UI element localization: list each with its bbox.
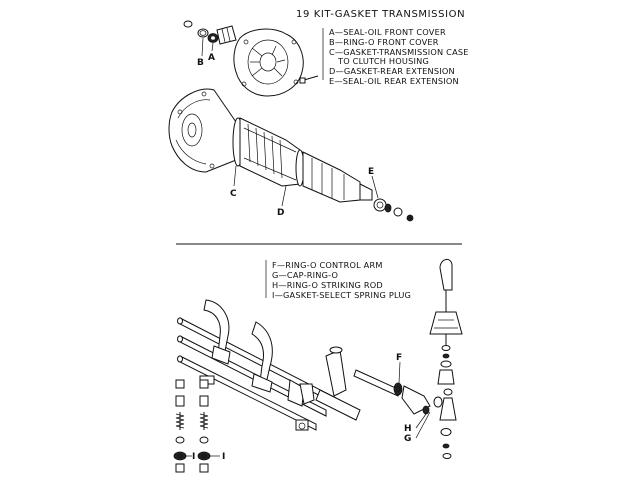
callout-a: A — [208, 53, 215, 63]
legend-bottom — [266, 260, 411, 300]
legend-item-h: H—RING-O STRIKING ROD — [272, 280, 383, 290]
callout-c: C — [230, 189, 237, 199]
select-spring-plugs — [174, 380, 220, 472]
diagram-title: 19 KIT-GASKET TRANSMISSION — [296, 9, 466, 20]
legend-item-g: G—CAP-RING-O — [272, 270, 339, 280]
callout-b: B — [197, 58, 204, 68]
legend-item-f: F—RING-O CONTROL ARM — [272, 260, 383, 270]
legend-item-a: A—SEAL-OIL FRONT COVER — [329, 27, 446, 37]
legend-item-d: D—GASKET-REAR EXTENSION — [329, 66, 455, 76]
callout-h: H — [404, 424, 412, 434]
callout-i-left: I — [192, 452, 196, 462]
legend-item-c: C—GASKET-TRANSMISSION CASE — [329, 47, 469, 57]
rear-seal-parts — [372, 176, 413, 221]
shift-forks-assembly — [178, 300, 361, 430]
transmission-assembly — [169, 89, 375, 202]
callout-d: D — [277, 208, 285, 218]
legend-item-c-cont: TO CLUTCH HOUSING — [338, 56, 429, 66]
front-cover-parts — [184, 21, 236, 56]
gasket-clutch-housing — [234, 29, 303, 96]
shift-lever — [430, 259, 462, 458]
callout-g: G — [404, 434, 412, 444]
callout-i-right: I — [222, 452, 226, 462]
legend-item-b: B—RING-O FRONT COVER — [329, 37, 439, 47]
legend-top — [323, 27, 469, 86]
striking-rod-parts — [354, 362, 442, 438]
callout-f: F — [396, 353, 403, 363]
callout-e: E — [368, 167, 375, 177]
legend-item-e: E—SEAL-OIL REAR EXTENSION — [329, 76, 459, 86]
legend-item-i: I—GASKET-SELECT SPRING PLUG — [272, 290, 412, 300]
bolt-icon — [300, 76, 318, 83]
